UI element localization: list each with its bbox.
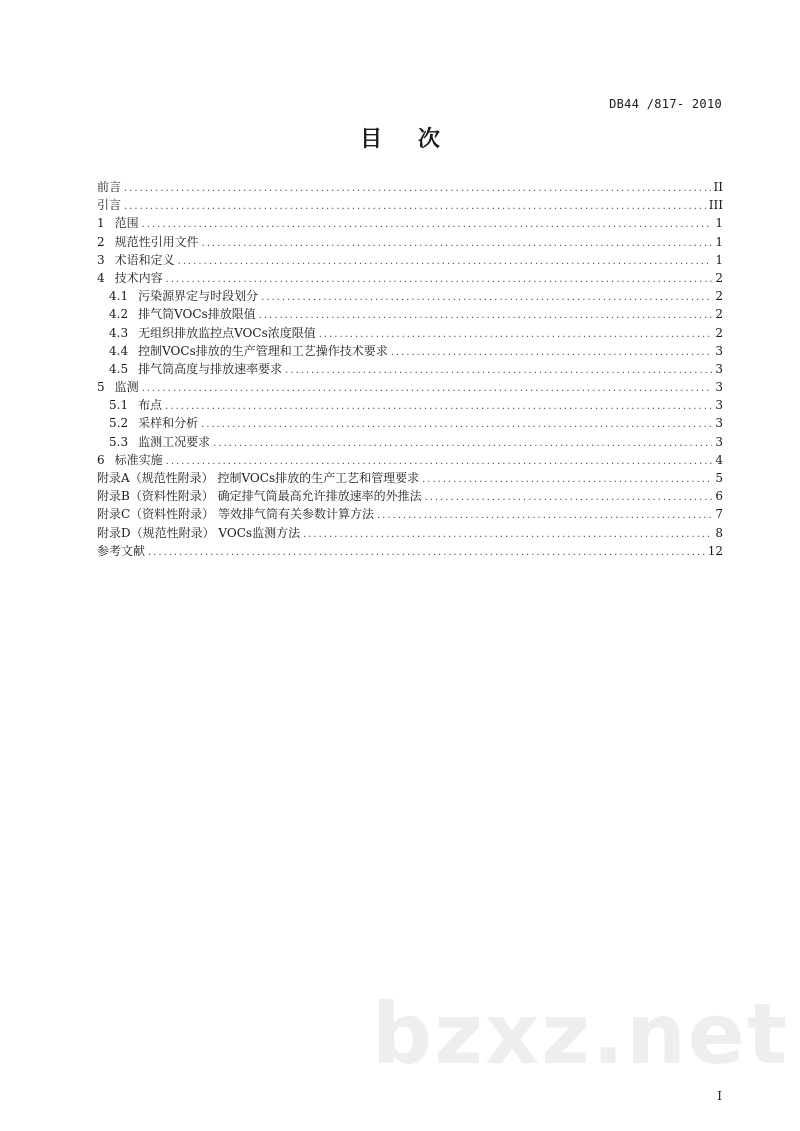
toc-entry[interactable] (97, 196, 723, 214)
toc-entry-page: 3 (715, 361, 723, 376)
toc-entry[interactable] (97, 324, 723, 342)
toc-entry-page: 3 (715, 380, 723, 395)
toc-entry-page: 8 (715, 525, 723, 540)
toc-entry[interactable] (97, 433, 723, 451)
toc-dot-leader (202, 235, 712, 253)
toc-entry-title: 排气筒高度与排放速率要求 (138, 361, 283, 376)
toc-entry-number: 5 (97, 380, 105, 395)
toc-entry[interactable] (97, 251, 723, 269)
toc-entry-page: 3 (715, 343, 723, 358)
toc-entry-page: 4 (715, 452, 723, 467)
toc-entry-number: 6 (97, 452, 105, 467)
toc-entry[interactable] (97, 305, 723, 323)
toc-entry-number: 2 (97, 234, 105, 249)
toc-entry-title: 标准实施 (114, 452, 163, 467)
toc-entry[interactable] (97, 542, 723, 560)
toc-entry[interactable] (97, 360, 723, 378)
toc-dot-leader (142, 216, 712, 234)
toc-entry-page: 7 (715, 507, 723, 522)
toc-entry[interactable] (97, 414, 723, 432)
toc-dot-leader (303, 526, 712, 544)
toc-entry[interactable] (97, 342, 723, 360)
toc-entry-title: 污染源界定与时段划分 (138, 289, 259, 304)
toc-dot-leader (178, 253, 712, 271)
toc-entry-title: 控制VOCs排放的生产管理和工艺操作技术要求 (138, 343, 388, 358)
toc-entry-page: 2 (715, 307, 723, 322)
toc-entry-title: 监测 (114, 380, 139, 395)
toc-entry-page: 3 (715, 416, 723, 431)
toc-entry-number: 4.4 (109, 343, 129, 358)
toc-entry-number: 4.2 (109, 307, 129, 322)
toc-entry-number: 5.1 (109, 398, 129, 413)
toc-entry[interactable] (97, 178, 723, 196)
toc-entry-page: 2 (715, 325, 723, 340)
toc-entry[interactable] (97, 451, 723, 469)
toc-entry-number: 3 (97, 252, 105, 267)
toc-entry-number: 4.5 (109, 361, 129, 376)
toc-entry-title: 附录D（规范性附录） VOCs监测方法 (97, 525, 301, 540)
document-code: DB44 /817- 2010 (609, 97, 722, 111)
toc-entry-title: 前言 (97, 180, 122, 194)
page-title: 目 次 (360, 127, 454, 152)
toc-dot-leader (213, 435, 712, 453)
table-of-contents (97, 178, 723, 560)
toc-entry-page: 6 (715, 489, 723, 504)
toc-entry-title: 术语和定义 (114, 252, 175, 267)
toc-entry[interactable] (97, 269, 723, 287)
toc-dot-leader (124, 180, 711, 198)
toc-entry-title: 无组织排放监控点VOCs浓度限值 (138, 325, 316, 340)
toc-entry-title: 规范性引用文件 (114, 234, 199, 249)
toc-dot-leader (391, 344, 712, 362)
toc-entry-number: 4.3 (109, 325, 129, 340)
toc-entry[interactable] (97, 396, 723, 414)
toc-entry-page: II (713, 180, 723, 194)
toc-entry[interactable] (97, 505, 723, 523)
toc-entry-page: 2 (715, 289, 723, 304)
toc-dot-leader (422, 471, 712, 489)
toc-dot-leader (261, 289, 712, 307)
watermark: bzxz.net (372, 985, 789, 1083)
toc-dot-leader (285, 362, 712, 380)
toc-entry-page: 12 (707, 543, 723, 558)
toc-dot-leader (201, 416, 712, 434)
toc-dot-leader (425, 489, 712, 507)
toc-entry[interactable] (97, 287, 723, 305)
toc-entry-number: 4.1 (109, 289, 129, 304)
toc-entry-title: 参考文献 (97, 543, 146, 558)
toc-entry-title: 附录C（资料性附录） 等效排气筒有关参数计算方法 (97, 507, 374, 522)
toc-entry-page: 3 (715, 434, 723, 449)
toc-entry-page: 3 (715, 398, 723, 413)
toc-entry-title: 采样和分析 (138, 416, 199, 431)
toc-dot-leader (377, 507, 712, 525)
toc-entry[interactable] (97, 469, 723, 487)
toc-entry[interactable] (97, 524, 723, 542)
toc-dot-leader (142, 380, 712, 398)
toc-entry-page: 1 (715, 216, 723, 231)
toc-dot-leader (148, 544, 705, 562)
toc-entry-title: 排气筒VOCs排放限值 (138, 307, 256, 322)
toc-entry-page: III (708, 198, 723, 213)
toc-entry-title: 监测工况要求 (138, 434, 211, 449)
toc-entry-page: 5 (715, 471, 723, 485)
toc-entry-number: 1 (97, 216, 105, 231)
toc-entry-title: 范围 (114, 216, 139, 231)
toc-entry-page: 1 (715, 252, 723, 267)
toc-entry-number: 4 (97, 270, 105, 285)
toc-entry-page: 2 (715, 270, 723, 285)
toc-entry[interactable] (97, 378, 723, 396)
toc-dot-leader (124, 198, 706, 216)
toc-entry[interactable] (97, 214, 723, 232)
toc-entry-number: 5.2 (109, 416, 129, 431)
toc-entry-title: 引言 (97, 198, 122, 213)
toc-entry-title: 附录A（规范性附录） 控制VOCs排放的生产工艺和管理要求 (97, 471, 420, 485)
toc-dot-leader (259, 307, 712, 325)
toc-entry-page: 1 (715, 234, 723, 249)
toc-entry[interactable] (97, 487, 723, 505)
toc-dot-leader (165, 398, 712, 416)
toc-entry-number: 5.3 (109, 434, 129, 449)
toc-entry-title: 布点 (138, 398, 163, 413)
page-number: I (717, 1089, 722, 1103)
toc-entry[interactable] (97, 233, 723, 251)
toc-entry-title: 附录B（资料性附录） 确定排气筒最高允许排放速率的外推法 (97, 489, 422, 504)
toc-entry-title: 技术内容 (114, 270, 163, 285)
